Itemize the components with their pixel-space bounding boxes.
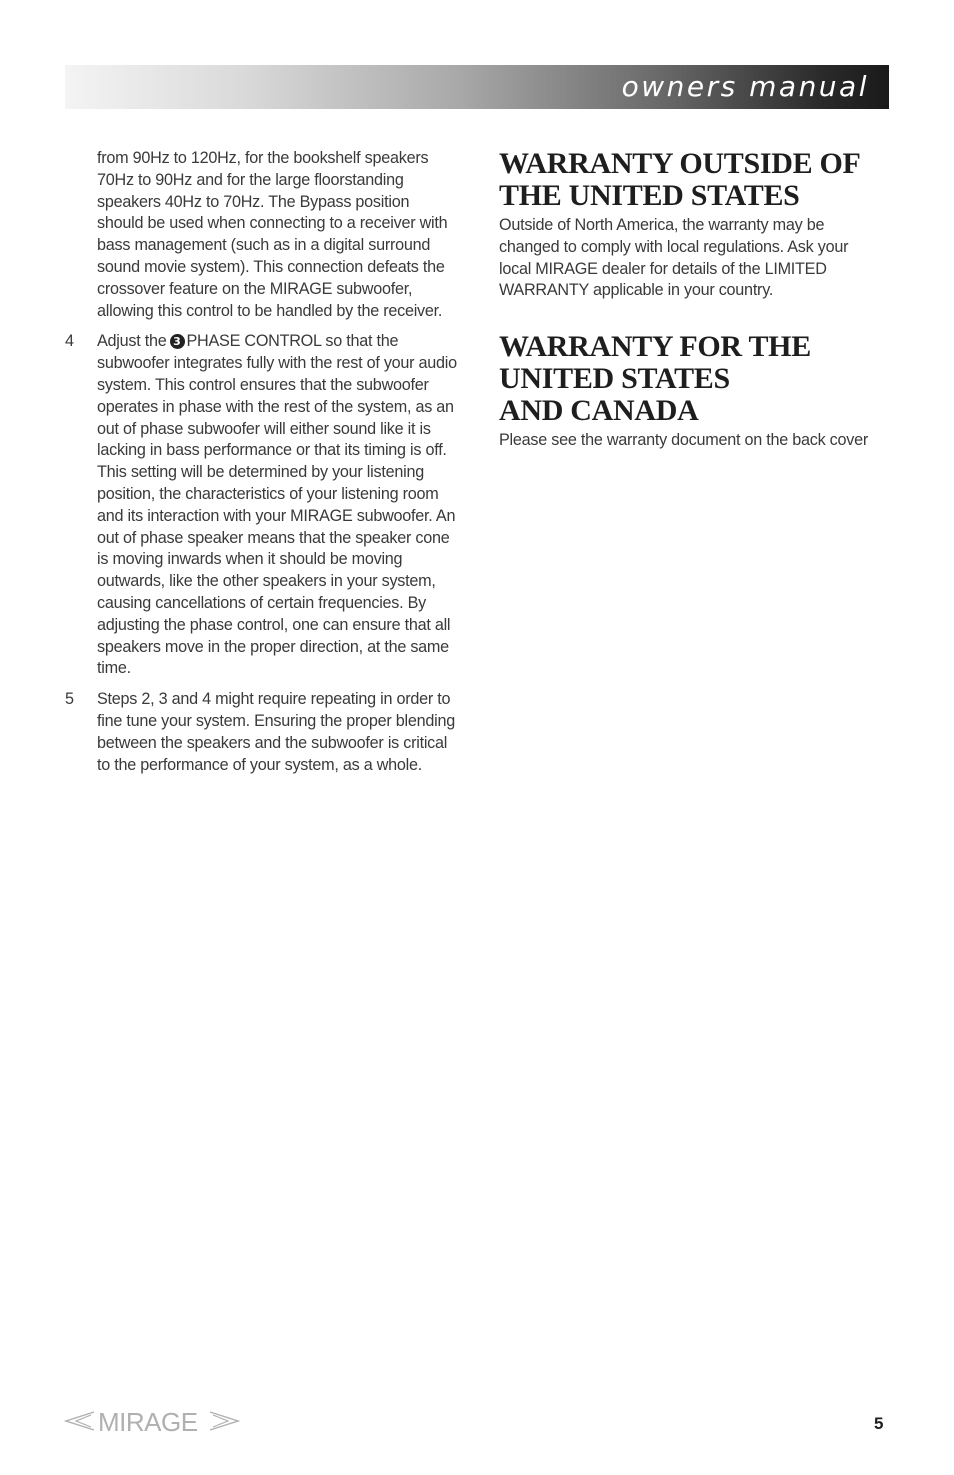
step-4: [65, 331, 457, 680]
right-column: [499, 148, 879, 452]
left-column: [65, 148, 457, 776]
number-badge-icon: 3: [170, 334, 185, 349]
step-number: 4: [65, 332, 74, 351]
page-number: 5: [874, 1414, 884, 1433]
heading-line: UNITED STATES: [499, 362, 730, 396]
mirage-logo: [64, 1404, 240, 1438]
heading-line: WARRANTY OUTSIDE OF: [499, 147, 861, 180]
step-text-before: Adjust the: [97, 332, 167, 351]
header-title: owners manual: [621, 70, 869, 103]
step-text-after: PHASE CONTROL so that the subwoofer integrates fully with the rest of your audio system. This control ensures that the subwoofer operates in phase with the rest of the system, as an out of phase subwoofer will either sound like it is lacking in bass performance or that its timing is off. This setting will be determined by your listening position, the characteristics of your listening room and its interaction with your MIRAGE subwoofer. An out of phase speaker means that the speaker cone is moving inwards when it should be moving outwards, like the other speakers in your system, causing cancellations of certain frequencies. By adjusting the phase control, one can ensure that all speakers move in the proper direction, at the same time.: [97, 332, 457, 678]
step-5: [65, 689, 457, 776]
intro-paragraph: from 90Hz to 120Hz, for the bookshelf speakers 70Hz to 90Hz and for the large floorstanding speakers 40Hz to 70Hz. The Bypass position should be used when connecting to a receiver with bass management (such as in a digital surround sound movie system). This connection defeats the crossover feature on the MIRAGE subwoofer, allowing this control to be handled by the receiver.: [97, 149, 448, 320]
section-body: Outside of North America, the warranty may be changed to comply with local regulations. Ask your local MIRAGE dealer for details of the LIMITED WARRANTY applicable in your country.: [499, 216, 849, 300]
logo-text: MIRAGE: [98, 1407, 198, 1437]
section-warranty-outside-us: [499, 148, 879, 302]
header-bar: [65, 65, 889, 109]
section-body: Please see the warranty document on the back cover: [499, 431, 869, 450]
step-text: Steps 2, 3 and 4 might require repeating in order to fine tune your system. Ensuring the proper blending between the speakers and the subwoofer is critical to the performance of your system, as a whole.: [97, 690, 455, 774]
step-number: 5: [65, 690, 74, 709]
section-heading: [499, 331, 879, 427]
section-heading: [499, 148, 879, 212]
heading-line: THE UNITED STATES: [499, 179, 800, 212]
heading-line: WARRANTY FOR THE: [499, 330, 811, 364]
step-text: [97, 331, 457, 680]
section-warranty-us-canada: [499, 331, 879, 452]
heading-line: AND CANADA: [499, 394, 699, 428]
